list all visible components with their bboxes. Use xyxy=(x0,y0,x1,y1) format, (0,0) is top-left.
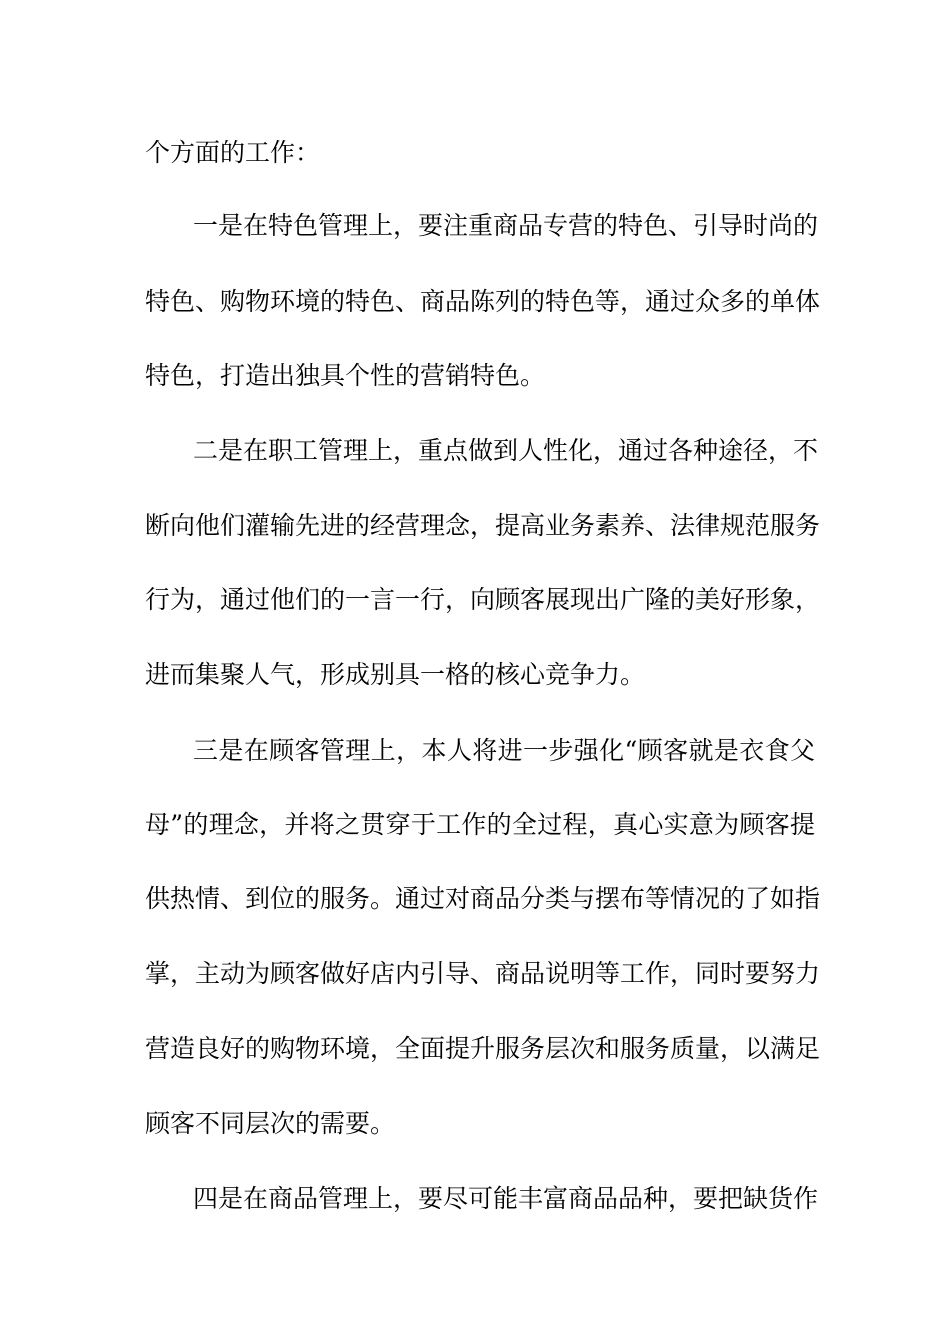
text-line: 进而集聚人气，形成别具一格的核心竞争力。 xyxy=(145,660,646,689)
paragraph-first-line: 一是在特色管理上，要注重商品专营的特色、引导时尚的 xyxy=(193,211,819,240)
text-line: 特色、购物环境的特色、商品陈列的特色等，通过众多的单体 xyxy=(145,287,821,316)
text-line: 营造良好的购物环境，全面提升服务层次和服务质量，以满足 xyxy=(145,1034,821,1063)
text-line: 特色，打造出独具个性的营销特色。 xyxy=(145,361,546,390)
text-line: 母”的理念，并将之贯穿于工作的全过程，真心实意为顾客提 xyxy=(145,810,815,839)
text-line: 断向他们灌输先进的经营理念，提高业务素养、法律规范服务 xyxy=(145,511,821,540)
paragraph-first-line: 三是在顾客管理上，本人将进一步强化“顾客就是衣食父 xyxy=(193,736,815,765)
text-line: 个方面的工作： xyxy=(145,138,321,167)
paragraph-first-line: 二是在职工管理上，重点做到人性化，通过各种途径，不 xyxy=(193,436,819,465)
paragraph-first-line: 四是在商品管理上，要尽可能丰富商品品种，要把缺货作 xyxy=(193,1184,819,1213)
text-line: 供热情、到位的服务。通过对商品分类与摆布等情况的了如指 xyxy=(145,884,821,913)
text-line: 掌，主动为顾客做好店内引导、商品说明等工作，同时要努力 xyxy=(145,959,821,988)
text-line: 顾客不同层次的需要。 xyxy=(145,1109,396,1138)
text-line: 行为，通过他们的一言一行，向顾客展现出广隆的美好形象， xyxy=(145,585,821,614)
